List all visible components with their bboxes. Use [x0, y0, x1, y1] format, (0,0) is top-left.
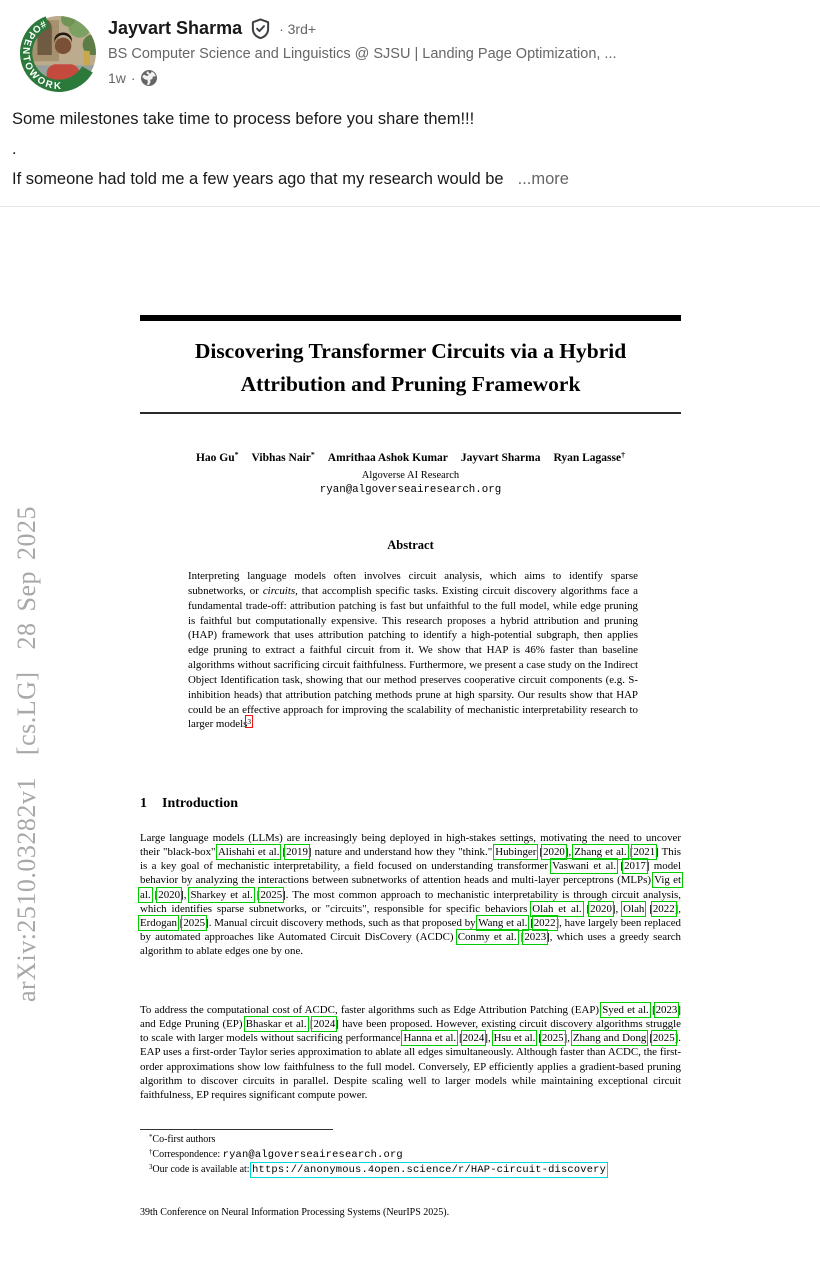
footnote-correspondence: †Correspondence: ryan@algoverseairesearch.org [149, 1148, 403, 1161]
abstract-heading: Abstract [387, 538, 434, 552]
footnote-rule [140, 1129, 333, 1130]
paper-affiliation: Algoverse AI Research [361, 470, 460, 481]
see-more-button[interactable]: ...more [517, 170, 569, 188]
paper-email: ryan@algoverseairesearch.org [319, 484, 502, 496]
paper-title: Discovering Transformer Circuits via a Hybrid Attribution and Pruning Framework [194, 339, 627, 396]
post-age: 1w [108, 70, 126, 86]
section-heading: 1 Introduction [140, 796, 238, 811]
verified-badge-icon [250, 18, 271, 39]
footnote-code-link: $^3$Our code is available at: https://anonymous.4open.science/r/HAP-circuit-discovery [149, 1163, 607, 1176]
meta-separator: · [130, 70, 136, 86]
intro-paragraph-1: Large language models (LLMs) are increasingly being deployed in high-stakes settings, motivating the need to uncover their "black-box" Alishahi et al. [2019] nature and understand how they "think." Hubinger [2020], Zhang et al. [2021] This is a key goal of mechanistic interpretability, a field focused on understanding transformer Vaswani et al. [2017] model behavior by analyzing the interactions between subnetworks of attention heads and multi-layer perceptrons (MLPs) Vig et al. [2020], Sharkey et al. [2025]. The most common approach to mechanistic interpretability is through circuit analysis, which identifies sparse subnetworks, or "circuits", responsible for specific behaviors Olah et al. [2020], Olah [2022], Erdogan [2025]. Manual circuit discovery methods, such as that proposed by Wang et al. [2022], have largely been replaced by automated approaches like Automated Circuit DisCovery (ACDC) Conmy et al. [2023], which uses a greedy search algorithm to ablate edges one by one. [140, 832, 682, 958]
avatar[interactable] [20, 14, 98, 92]
paper-top-rule [140, 315, 681, 321]
title-rule [140, 412, 681, 414]
arxiv-watermark: arXiv:2510.03282v1 [cs.LG] 28 Sep 2025 [12, 505, 41, 1002]
author-name[interactable]: Jayvart Sharma [108, 18, 243, 38]
connection-degree: · 3rd+ [279, 20, 317, 37]
post-line: . [12, 140, 17, 158]
paper-authors: Hao Gu* Vibhas Nair* Amrithaa Ashok Kumar Jayvart Sharma Ryan Lagasse† [195, 450, 626, 464]
name-row [108, 18, 316, 39]
conference-note: 39th Conference on Neural Information Processing Systems (NeurIPS 2025). [140, 1207, 450, 1218]
post-text [12, 104, 808, 194]
open-to-work-ring-label: #OPENTOWORK [20, 17, 64, 92]
post-line: If someone had told me a few years ago that my research would be ...more [12, 170, 569, 188]
globe-icon [141, 70, 157, 86]
paper-attachment[interactable] [0, 207, 820, 1278]
post-line: Some milestones take time to process before you share them!!! [12, 110, 475, 128]
intro-paragraph-2: To address the computational cost of ACDC, faster algorithms such as Edge Attribution Patching (EAP) Syed et al. [2023] and Edge Pruning (EP) Bhaskar et al. [2024] have been proposed. However, existing circuit discovery algorithms struggle to scale with larger models without sacrificing performance Hanna et al. [2024], Hsu et al. [2025], Zhang and Dong [2025]. EAP uses a first-order Taylor series approximation to ablate all edges simultaneously. Although faster than ACDC, the first-order approximations show low faithfulness to the full model. Conversely, EP efficiently applies a gradient-based pruning algorithm to discover circuits in parallel. Despite scaling well to larger models while maintaining exceptional circuit faithfulness, EP requires significant compute power. [140, 1004, 681, 1101]
footnote-cofirst: *Co-first authors [149, 1133, 216, 1145]
author-headline: BS Computer Science and Linguistics @ SJSU | Landing Page Optimization, ... [108, 46, 617, 62]
post-meta [108, 70, 157, 86]
abstract-text: Interpreting language models often involves circuit analysis, which aims to identify sparse subnetworks, or circuits, that accomplish specific tasks. Existing circuit discovery algorithms face a fundamental trade-off: attribution patching is fast but unfaithful to the full model, while edge pruning is faithful but computationally expensive. This research proposes a hybrid attribution and pruning (HAP) framework that uses attribution patching to identify a high-potential subgraph, then applies edge pruning to extract a faithful circuit from it. We show that HAP is 46% faster than baseline algorithms without sacrificing circuit faithfulness. Furthermore, we present a case study on the Indirect Object Identification task, showing that our method preserves cooperative circuit components (e.g. S-inhibition heads) that attribution patching methods prune at high sparsity. Our results show that HAP could be an effective approach for improving the scalability of mechanistic interpretability research to larger models$^3$. [188, 570, 638, 731]
